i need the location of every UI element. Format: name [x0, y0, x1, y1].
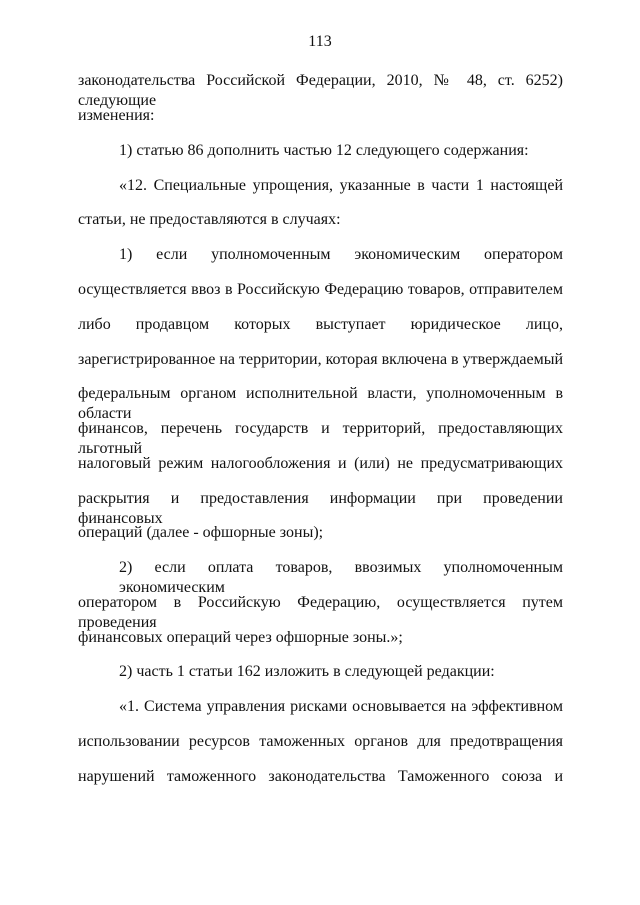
text-line: финансов, перечень государств и территорий, предоставляющих льготный: [78, 420, 563, 457]
text-line: использовании ресурсов таможенных органов для предотвращения: [78, 733, 563, 750]
text-line: либо продавцом которых выступает юридическое лицо,: [78, 316, 563, 333]
text-line: «1. Система управления рисками основывается на эффективном: [119, 698, 563, 715]
text-line: финансовых операций через офшорные зоны.»;: [78, 629, 403, 646]
text-line: законодательства Российской Федерации, 2010, № 48, ст. 6252) следующие: [78, 72, 563, 109]
text-line: оператором в Российскую Федерацию, осуществляется путем проведения: [78, 594, 563, 631]
text-line: осуществляется ввоз в Российскую Федерацию товаров, отправителем: [78, 281, 563, 298]
text-line: «12. Специальные упрощения, указанные в части 1 настоящей: [119, 177, 563, 194]
page-number: 113: [308, 33, 332, 50]
text-line: зарегистрированное на территории, которая включена в утверждаемый: [78, 351, 563, 368]
text-line: 2) если оплата товаров, ввозимых уполномоченным экономическим: [119, 559, 563, 596]
text-line: раскрытия и предоставления информации при проведении финансовых: [78, 490, 563, 527]
text-line: федеральным органом исполнительной власти, уполномоченным в области: [78, 385, 563, 422]
text-line: нарушений таможенного законодательства Таможенного союза и: [78, 768, 563, 785]
text-line: 1) если уполномоченным экономическим оператором: [119, 246, 563, 263]
text-line: статьи, не предоставляются в случаях:: [78, 211, 341, 228]
text-line: налоговый режим налогообложения и (или) не предусматривающих: [78, 455, 563, 472]
text-line: 1) статью 86 дополнить частью 12 следующего содержания:: [119, 142, 529, 159]
text-line: операций (далее - офшорные зоны);: [78, 524, 324, 541]
text-line: изменения:: [78, 107, 155, 124]
text-line: 2) часть 1 статьи 162 изложить в следующей редакции:: [119, 663, 495, 680]
